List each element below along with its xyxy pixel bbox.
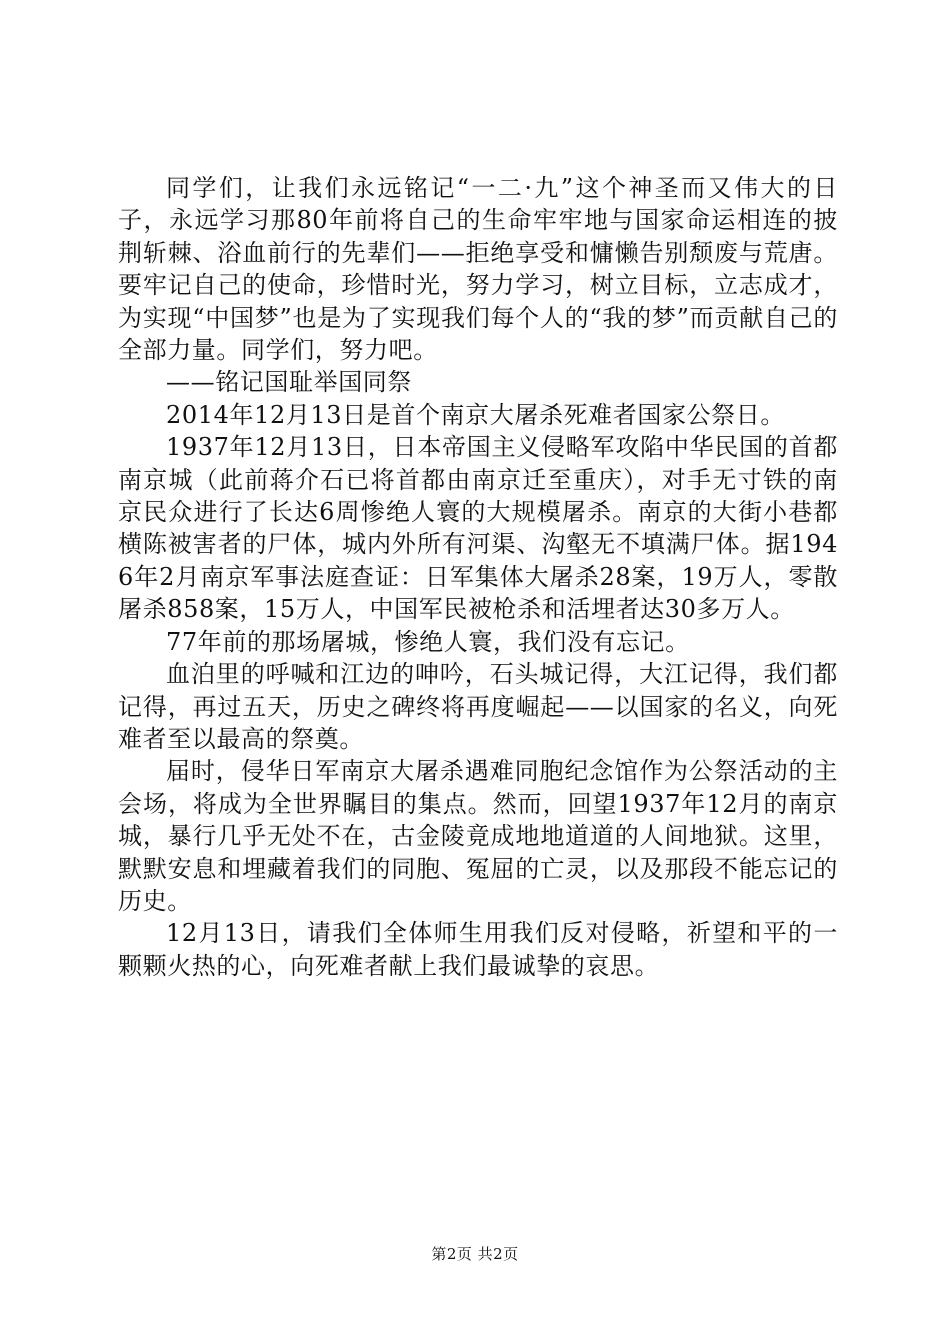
page-number: 第2页 共2页 <box>431 1245 519 1263</box>
paragraph-remembrance: 血泊里的呼喊和江边的呻吟，石头城记得，大江记得，我们都记得，再过五天，历史之碑终将再度崛起——以国家的名义，向死难者至以最高的祭奠。 <box>118 660 838 753</box>
paragraph-commemoration-closing: 同学们，让我们永远铭记“一二·九”这个神圣而又伟大的日子，永远学习那80年前将自己的生命牢牢地与国家命运相连的披荆斩棘、浴血前行的先辈们——拒绝享受和慵懒告别颓废与荒唐。要牢记自己的使命，珍惜时光，努力学习，树立目标，立志成才，为实现“中国梦”也是为了实现我们每个人的“我的梦”而贡献自己的全部力量。同学们，努力吧。 <box>118 174 838 365</box>
paragraph-memorial-day: 2014年12月13日是首个南京大屠杀死难者国家公祭日。 <box>166 400 785 429</box>
paragraph-history: 1937年12月13日，日本帝国主义侵略军攻陷中华民国的首都南京城（此前蒋介石已将首都由南京迁至重庆），对手无寸铁的南京民众进行了长达6周惨绝人寰的大规模屠杀。南京的大街小巷都横陈被害者的尸体，城内外所有河渠、沟壑无不填满尸体。据1946年2月南京军事法庭查证：日军集体大屠杀28案，19万人，零散屠杀858案，15万人，中国军民被枪杀和活埋者达30多万人。 <box>118 433 838 624</box>
paragraph-tribute: 12月13日，请我们全体师生用我们反对侵略，祈望和平的一颗颗火热的心，向死难者献上我们最诚挚的哀思。 <box>118 919 838 980</box>
section-heading: ——铭记国耻举国同祭 <box>166 368 412 397</box>
paragraph-not-forgotten: 77年前的那场屠城，惨绝人寰，我们没有忘记。 <box>166 627 690 656</box>
document-body <box>118 172 838 982</box>
paragraph-ceremony: 届时，侵华日军南京大屠杀遇难同胞纪念馆作为公祭活动的主会场，将成为全世界瞩目的集点。然而，回望1937年12月的南京城，暴行几乎无处不在，古金陵竟成地地道道的人间地狱。这里，默默安息和埋藏着我们的同胞、冤屈的亡灵，以及那段不能忘记的历史。 <box>118 757 838 915</box>
